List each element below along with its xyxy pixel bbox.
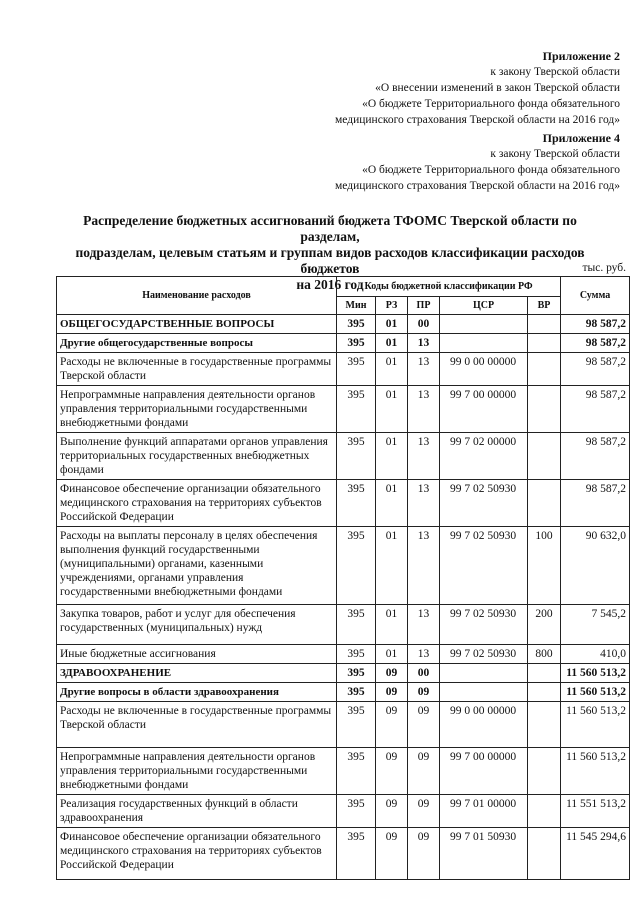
cell-sum: 98 587,2: [561, 315, 630, 334]
budget-table: [56, 276, 630, 880]
cell-name: Финансовое обеспечение организации обязательного медицинского страхования на территориях субъектов Российской Федерации: [57, 480, 337, 527]
cell-vr: 200: [528, 605, 561, 645]
table-row: [57, 828, 630, 880]
cell-vr: 100: [528, 527, 561, 605]
cell-pr: 09: [408, 795, 440, 828]
cell-rz: 01: [376, 480, 408, 527]
cell-vr: [528, 353, 561, 386]
cell-sum: 11 551 513,2: [561, 795, 630, 828]
cell-min: 395: [337, 683, 376, 702]
document-title-line: на 2016 год: [296, 277, 364, 292]
cell-csr: 99 7 00 00000: [440, 386, 528, 433]
cell-pr: 13: [408, 386, 440, 433]
cell-sum: 98 587,2: [561, 334, 630, 353]
header-name: Наименование расходов: [57, 277, 337, 315]
cell-rz: 01: [376, 386, 408, 433]
table-row: [57, 683, 630, 702]
table-row: [57, 315, 630, 334]
cell-sum: 11 560 513,2: [561, 664, 630, 683]
cell-csr: 99 7 00 00000: [440, 748, 528, 795]
cell-csr: 99 7 02 50930: [440, 605, 528, 645]
document-title-line: Распределение бюджетных ассигнований бюджета ТФОМС Тверской области по разделам,: [83, 213, 577, 244]
cell-sum: 11 560 513,2: [561, 748, 630, 795]
cell-min: 395: [337, 353, 376, 386]
cell-name: Выполнение функций аппаратами органов управления территориальных государственных внебюджетных фондами: [57, 433, 337, 480]
appendix-line: медицинского страхования Тверской области на 2016 год»: [335, 114, 620, 126]
header-pr: ПР: [408, 297, 440, 315]
cell-csr: 99 7 01 00000: [440, 795, 528, 828]
cell-name: Непрограммные направления деятельности органов управления территориальными государственными внебюджетными фондами: [57, 748, 337, 795]
cell-pr: 13: [408, 433, 440, 480]
cell-pr: 00: [408, 664, 440, 683]
cell-min: 395: [337, 795, 376, 828]
cell-min: 395: [337, 480, 376, 527]
table-body: [57, 315, 630, 880]
cell-vr: [528, 795, 561, 828]
cell-sum: 11 560 513,2: [561, 702, 630, 748]
cell-vr: [528, 334, 561, 353]
table-row: [57, 527, 630, 605]
cell-rz: 01: [376, 433, 408, 480]
appendix-line: «О бюджете Территориального фонда обязательного: [362, 98, 620, 110]
cell-min: 395: [337, 334, 376, 353]
cell-sum: 11 560 513,2: [561, 683, 630, 702]
cell-pr: 00: [408, 315, 440, 334]
cell-sum: 98 587,2: [561, 433, 630, 480]
cell-vr: [528, 683, 561, 702]
cell-name: Другие вопросы в области здравоохранения: [57, 683, 337, 702]
table-row: [57, 605, 630, 645]
cell-csr: 99 0 00 00000: [440, 702, 528, 748]
cell-min: 395: [337, 828, 376, 880]
cell-name: Расходы не включенные в государственные программы Тверской области: [57, 353, 337, 386]
table-row: [57, 334, 630, 353]
cell-pr: 09: [408, 683, 440, 702]
table-row: [57, 386, 630, 433]
cell-rz: 09: [376, 683, 408, 702]
header-sum: Сумма: [561, 277, 630, 315]
cell-pr: 13: [408, 605, 440, 645]
table-row: [57, 702, 630, 748]
cell-rz: 09: [376, 795, 408, 828]
cell-csr: 99 7 02 50930: [440, 480, 528, 527]
cell-rz: 01: [376, 527, 408, 605]
cell-rz: 01: [376, 315, 408, 334]
cell-pr: 13: [408, 527, 440, 605]
cell-min: 395: [337, 664, 376, 683]
cell-rz: 09: [376, 664, 408, 683]
cell-name: Другие общегосударственные вопросы: [57, 334, 337, 353]
cell-pr: 13: [408, 645, 440, 664]
appendix-line: к закону Тверской области: [490, 66, 620, 78]
table-row: [57, 664, 630, 683]
cell-rz: 09: [376, 828, 408, 880]
cell-rz: 01: [376, 645, 408, 664]
cell-vr: [528, 480, 561, 527]
cell-sum: 90 632,0: [561, 527, 630, 605]
cell-csr: [440, 334, 528, 353]
appendix-4-block: [335, 130, 620, 194]
cell-vr: [528, 702, 561, 748]
cell-pr: 13: [408, 353, 440, 386]
table-row: [57, 353, 630, 386]
cell-sum: 11 545 294,6: [561, 828, 630, 880]
header-codes-group: Коды бюджетной классификации РФ: [337, 277, 561, 297]
cell-min: 395: [337, 605, 376, 645]
cell-vr: [528, 433, 561, 480]
table-row: [57, 433, 630, 480]
cell-name: Расходы на выплаты персоналу в целях обеспечения выполнения функций государственными (муниципальными) органами, казенными учреждениями, органами управления государственными внебюджетными фондами: [57, 527, 337, 605]
cell-name: ЗДРАВООХРАНЕНИЕ: [57, 664, 337, 683]
header-rz: РЗ: [376, 297, 408, 315]
cell-min: 395: [337, 645, 376, 664]
cell-csr: 99 7 01 50930: [440, 828, 528, 880]
cell-csr: [440, 683, 528, 702]
appendix-line: медицинского страхования Тверской области на 2016 год»: [335, 180, 620, 192]
table-row: [57, 480, 630, 527]
cell-pr: 09: [408, 748, 440, 795]
cell-sum: 98 587,2: [561, 480, 630, 527]
appendix-title: Приложение 4: [542, 131, 620, 145]
header-csr: ЦСР: [440, 297, 528, 315]
cell-sum: 7 545,2: [561, 605, 630, 645]
cell-rz: 01: [376, 605, 408, 645]
appendix-2-block: [335, 48, 620, 128]
header-vr: ВР: [528, 297, 561, 315]
cell-pr: 09: [408, 702, 440, 748]
cell-min: 395: [337, 527, 376, 605]
cell-pr: 13: [408, 334, 440, 353]
cell-vr: [528, 315, 561, 334]
cell-name: Финансовое обеспечение организации обязательного медицинского страхования на территориях субъектов Российской Федерации: [57, 828, 337, 880]
cell-sum: 410,0: [561, 645, 630, 664]
cell-name: Иные бюджетные ассигнования: [57, 645, 337, 664]
cell-min: 395: [337, 702, 376, 748]
cell-vr: [528, 386, 561, 433]
cell-vr: 800: [528, 645, 561, 664]
cell-csr: [440, 315, 528, 334]
cell-min: 395: [337, 748, 376, 795]
cell-vr: [528, 828, 561, 880]
cell-vr: [528, 664, 561, 683]
cell-name: ОБЩЕГОСУДАРСТВЕННЫЕ ВОПРОСЫ: [57, 315, 337, 334]
cell-pr: 09: [408, 828, 440, 880]
cell-csr: 99 0 00 00000: [440, 353, 528, 386]
unit-label: тыс. руб.: [582, 262, 626, 274]
cell-name: Закупка товаров, работ и услуг для обеспечения государственных (муниципальных) нужд: [57, 605, 337, 645]
header-min: Мин: [337, 297, 376, 315]
cell-csr: 99 7 02 50930: [440, 527, 528, 605]
appendix-line: к закону Тверской области: [490, 148, 620, 160]
cell-min: 395: [337, 386, 376, 433]
cell-pr: 13: [408, 480, 440, 527]
cell-name: Расходы не включенные в государственные программы Тверской области: [57, 702, 337, 748]
cell-rz: 09: [376, 748, 408, 795]
cell-min: 395: [337, 315, 376, 334]
cell-rz: 01: [376, 353, 408, 386]
table-row: [57, 795, 630, 828]
cell-min: 395: [337, 433, 376, 480]
cell-name: Непрограммные направления деятельности органов управления территориальными государственными внебюджетными фондами: [57, 386, 337, 433]
cell-rz: 09: [376, 702, 408, 748]
cell-csr: [440, 664, 528, 683]
appendix-line: «О внесении изменений в закон Тверской области: [375, 82, 620, 94]
cell-csr: 99 7 02 50930: [440, 645, 528, 664]
table-row: [57, 748, 630, 795]
cell-name: Реализация государственных функций в области здравоохранения: [57, 795, 337, 828]
cell-vr: [528, 748, 561, 795]
cell-sum: 98 587,2: [561, 353, 630, 386]
appendix-title: Приложение 2: [542, 49, 620, 63]
cell-sum: 98 587,2: [561, 386, 630, 433]
cell-csr: 99 7 02 00000: [440, 433, 528, 480]
table-row: [57, 645, 630, 664]
cell-rz: 01: [376, 334, 408, 353]
appendix-line: «О бюджете Территориального фонда обязательного: [362, 164, 620, 176]
document-title-line: подразделам, целевым статьям и группам видов расходов классификации расходов бюджетов: [75, 245, 585, 276]
